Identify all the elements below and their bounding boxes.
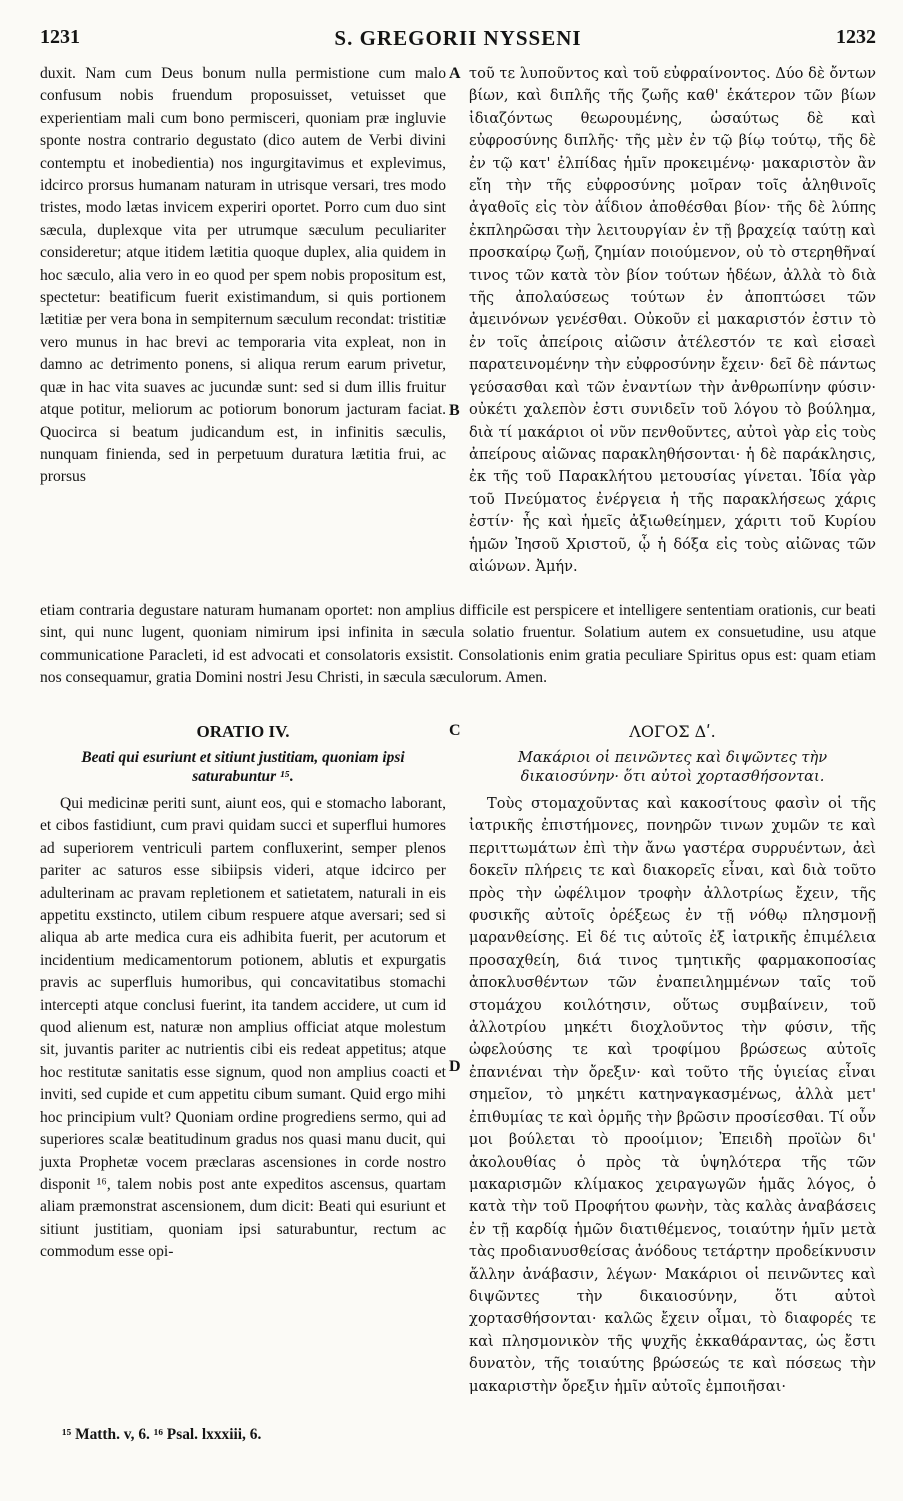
latin-full-width-text [40, 600, 876, 690]
running-title: S. GREGORII NYSSENI [334, 26, 582, 50]
greek-column-top [469, 63, 876, 578]
margin-marker-b: B [449, 402, 460, 419]
greek-column-bottom [469, 793, 876, 1398]
margin-marker-c: C [449, 722, 461, 739]
latin-paragraph-top: duxit. Nam cum Deus bonum nulla permistione cum malo confusum nobis fruendum proposuisset, vetuisset que experientiam mali cum bono permisceri, quoniam præ ingluvie sponte nostra contrario degustato (dico autem de Verbi divini contemptu et inobedientia) nos ingurgitavimus et explevimus, idcirco prorsus humanam naturam in utrisque versari, tres modo tristes, modo lætas invicem experiri oportet. Porro cum duo sint sæcula, duplexque vita per utrumque sæculum peculiariter consideretur; atque itidem lætitia quoque duplex, alia quidem in hoc sæculo, alia vero in eo quod per spem nobis propositum est, spectetur: beatificum fuerit existimandum, si quis portionem lætitiæ per vera bona in sempiternum sæculum recondat: tristitiæ vero munus in hac brevi ac temporaria vita expleat, non in damno ac detrimento ponens, si aliqua rerum earum privetur, quæ in hac vita suaves ac jucundæ sunt: sed si dum illis fruitur atque potitur, meliorum ac potiorum bonorum jacturam faciat. Quocirca si beatum judicandum est, in infinitis sæculis, nunquam finienda, sed in perpetuum duratura lætitia frui, ac prorsus [40, 65, 446, 486]
running-header [40, 22, 876, 56]
margin-marker-d: D [449, 1058, 461, 1075]
latin-paragraph-bottom: Qui medicinæ periti sunt, aiunt eos, qui e stomacho laborant, et cibos fastidiunt, cum pravi quidam succi et superflui humores ad superiorem ventriculi partem confluxerint, semper plenos pariter ac saturos esse sibiipsis videri, atque idcirco per adulterinam ac pravam repletionem et satietatem, naturali in eis appetitu exstincto, utilem cibum respuere atque aversari; sed si aliqua ab arte medica cura eis adhibita fuerit, per acutorum et incidentium medicamentorum potionem, ablutis et expurgatis pravis ac superfluis humoribus, qui concavitatibus stomachi intercepti atque conclusi fuerint, ita tandem accidere, ut cum id quod alienum est, naturæ non amplius officiat atque molestum sit, juvantis pariter ac nutrientis cibi eis redeat appetitus; atque hoc restitutæ sanitatis esse signum, quod non amplius coacti et inviti, sed cupide et cum appetitu cibum sumant. Quid ergo mihi hoc principium vult? Quoniam ordine progrediens sermo, qui ad superiores scalæ beatitudinum gradus nos quasi manu ducit, qui juxta Prophetæ vocem præclaras ascensiones in corde nostro disponit ¹⁶, talem nobis post ante expeditos ascensus, quartam aliam præmonstrat ascensionem, dum dicit: Beati qui esuriunt et sitiunt justitiam, quoniam ipsi saturabuntur, rectum ac commodum esse opi- [40, 795, 446, 1261]
oratio-heading: ORATIO IV. [196, 722, 290, 741]
latin-subtitle: Beati qui esuriunt et sitiunt justitiam, quoniam ipsi saturabuntur ¹⁵. [81, 749, 405, 785]
latin-column-bottom [40, 793, 446, 1264]
greek-paragraph-bottom: Τοὺς στομαχοῦντας καὶ κακοσίτους φασὶν οἱ τῆς ἰατρικῆς ἐπιστήμονες, πονηρῶν τινων χυμῶν τε καὶ περιττωμάτων ἐπὶ τὴν ἄνω γαστέρα συρρυέντων, ἀεὶ δοκεῖν πλήρεις τε καὶ διακορεῖς εἶναι, καὶ διὰ τοῦτο πρὸς τὴν ὠφέλιμον τροφὴν ἀλλοτρίως ἔχειν, τῆς φυσικῆς αὐτοῖς ὀρέξεως ἐν τῇ νόθῳ πλησμονῇ μαρανθείσης. Εἰ δέ τις αὐτοῖς ἐξ ἰατρικῆς ἐπιμέλεια προσαχθείη, διά τινος τμητικῆς φαρμακοποσίας ἀποκλυσθέντων τῶν ἐναπειλημμένων ταῖς τοῦ στομάχου κοιλότησιν, οὕτως συμβαίνειν, τοῦ ἀλλοτρίου μηκέτι διοχλοῦντος τὴν φύσιν, τῆς ὠφελούσης τε καὶ τροφίμου βρώσεως αὐτοῖς ἐπανιέναι τὴν ὄρεξιν· καὶ τοῦτο τῆς ὑγιείας εἶναι σημεῖον, τὸ μηκέτι κατηναγκασμένως, ἀλλὰ μετ' ἐπιθυμίας τε καὶ ὁρμῆς τὴν βρῶσιν προσίεσθαι. Τί οὖν μοι βούλεται τὸ προοίμιον; Ἐπειδὴ προϊὼν δι' ἀκολουθίας ὁ πρὸς τὰ ὑψηλότερα τῆς τῶν μακαρισμῶν κλίμακος χειραγωγῶν ἡμᾶς λόγος, ὁ κατὰ τὴν τοῦ Προφήτου φωνὴν, τὰς καλὰς ἀναβάσεις ἐν τῇ καρδίᾳ ἡμῶν διατιθέμενος, τοιαύτην ἡμῖν μετὰ τὰς προδιανυσθείσας ἀνόδους τετάρτην προδείκνυσιν ἄλλην ἀνάβασιν, λέγων· Μακάριοι οἱ πεινῶντες καὶ διψῶντες τὴν δικαιοσύνην, ὅτι αὐτοὶ χορτασθήσονται· καλῶς ἔχειν οἶμαι, τὸ διαφορές τε καὶ πλησμονικὸν τῆς ψυχῆς ἐκκαθάραντας, ὡς ἔστι δυνατὸν, τῆς τοιαύτης βρώσεώς τε καὶ πόσεως τὴν μακαριστὴν ὄρεξιν ἡμῖν αὐτοῖς ἐμποιῆσαι· [469, 795, 876, 1395]
latin-full-paragraph: etiam contraria degustare naturam humanam oportet: non amplius difficile est perspicere et intelligere sententiam orationis, cur beati sint, qui nunc lugent, quoniam nimirum ipsi infinita in sæcula solatio fruentur. Solatium autem ex consuetudine, usu atque communicatione Paracleti, id est advocati et consolatoris exsistit. Consolationis enim gratia peculiare Spiritus opus est: quam etiam nos consequamur, gratia Domini nostri Jesu Christi, in sæcula sæculorum. Amen. [40, 602, 876, 687]
page-number-right: 1232 [836, 26, 876, 48]
greek-subtitle: Μακάριοι οἱ πεινῶντες καὶ διψῶντες τὴν δικαιοσύνην· ὅτι αὐτοὶ χορτασθήσονται. [517, 749, 828, 785]
greek-paragraph-top: τοῦ τε λυποῦντος καὶ τοῦ εὐφραίνοντος. Δύο δὲ ὄντων βίων, καὶ διπλῆς τῆς ζωῆς καθ' ἑκάτερον τῶν βίων ἰδιαζόντως θεωρουμένης, ὡσαύτως δὲ καὶ εὐφροσύνης διπλῆς· τῆς μὲν ἐν τῷ βίῳ τούτῳ, τῆς δὲ ἐν τῷ κατ' ἐλπίδας ἡμῖν προκειμένῳ· μακαριστὸν ἂν εἴη τὴν τῆς εὐφροσύνης μοῖραν τοῖς ἀληθινοῖς ἀγαθοῖς εἰς τὸν ἀΐδιον ἀποθέσθαι βίον· τῆς δὲ λύπης ἐκπληρῶσαι τὴν λειτουργίαν ἐν τῇ βραχείᾳ ταύτῃ καὶ προσκαίρῳ ζωῇ, ζημίαν ποιούμενον, οὐ τὸ στερηθῆναί τινος τῶν κατὰ τὸν βίον τούτων ἡδέων, ἀλλὰ τὸ διὰ τῆς ἀπολαύσεως τούτων ἐν ἀποπτώσει τῶν ἀμεινόνων γενέσθαι. Οὐκοῦν εἰ μακαριστόν ἐστιν τὸ ἐν τοῖς ἀπείροις αἰῶσιν ἀτέλεστόν τε καὶ εἰσαεὶ παρατεινομένην τὴν εὐφροσύνην ἔχειν· δεῖ δὲ πάντως γεύσασθαι καὶ τῶν ἐναντίων τὴν ἀνθρωπίνην φύσιν· οὐκέτι χαλεπὸν ἐστι συνιδεῖν τοῦ λόγου τὸ βούλημα, διὰ τί μακάριοι οἱ νῦν πενθοῦντες, αὐτοὶ γὰρ εἰς τοὺς ἀπείρους αἰῶνας παρακληθήσονται· ἡ δὲ παράκλησις, ἐκ τῆς τοῦ Παρακλήτου μετουσίας γίνεται. Ἰδία γὰρ τοῦ Πνεύματος ἐνέργεια ἡ τῆς παρακλήσεως χάρις ἐστίν· ἧς καὶ ἡμεῖς ἀξιωθείημεν, χάριτι τοῦ Κυρίου ἡμῶν Ἰησοῦ Χριστοῦ, ᾧ ἡ δόξα εἰς τοὺς αἰῶνας τῶν αἰώνων. Ἀμήν. [469, 65, 876, 575]
margin-marker-a: A [449, 65, 461, 82]
latin-column-top [40, 63, 446, 489]
logos-heading: ΛΟΓΟΣ Δʹ. [629, 722, 716, 741]
footnotes: ¹⁵ Matth. v, 6. ¹⁶ Psal. lxxxiii, 6. [62, 1426, 262, 1443]
page-number-left: 1231 [40, 26, 80, 48]
